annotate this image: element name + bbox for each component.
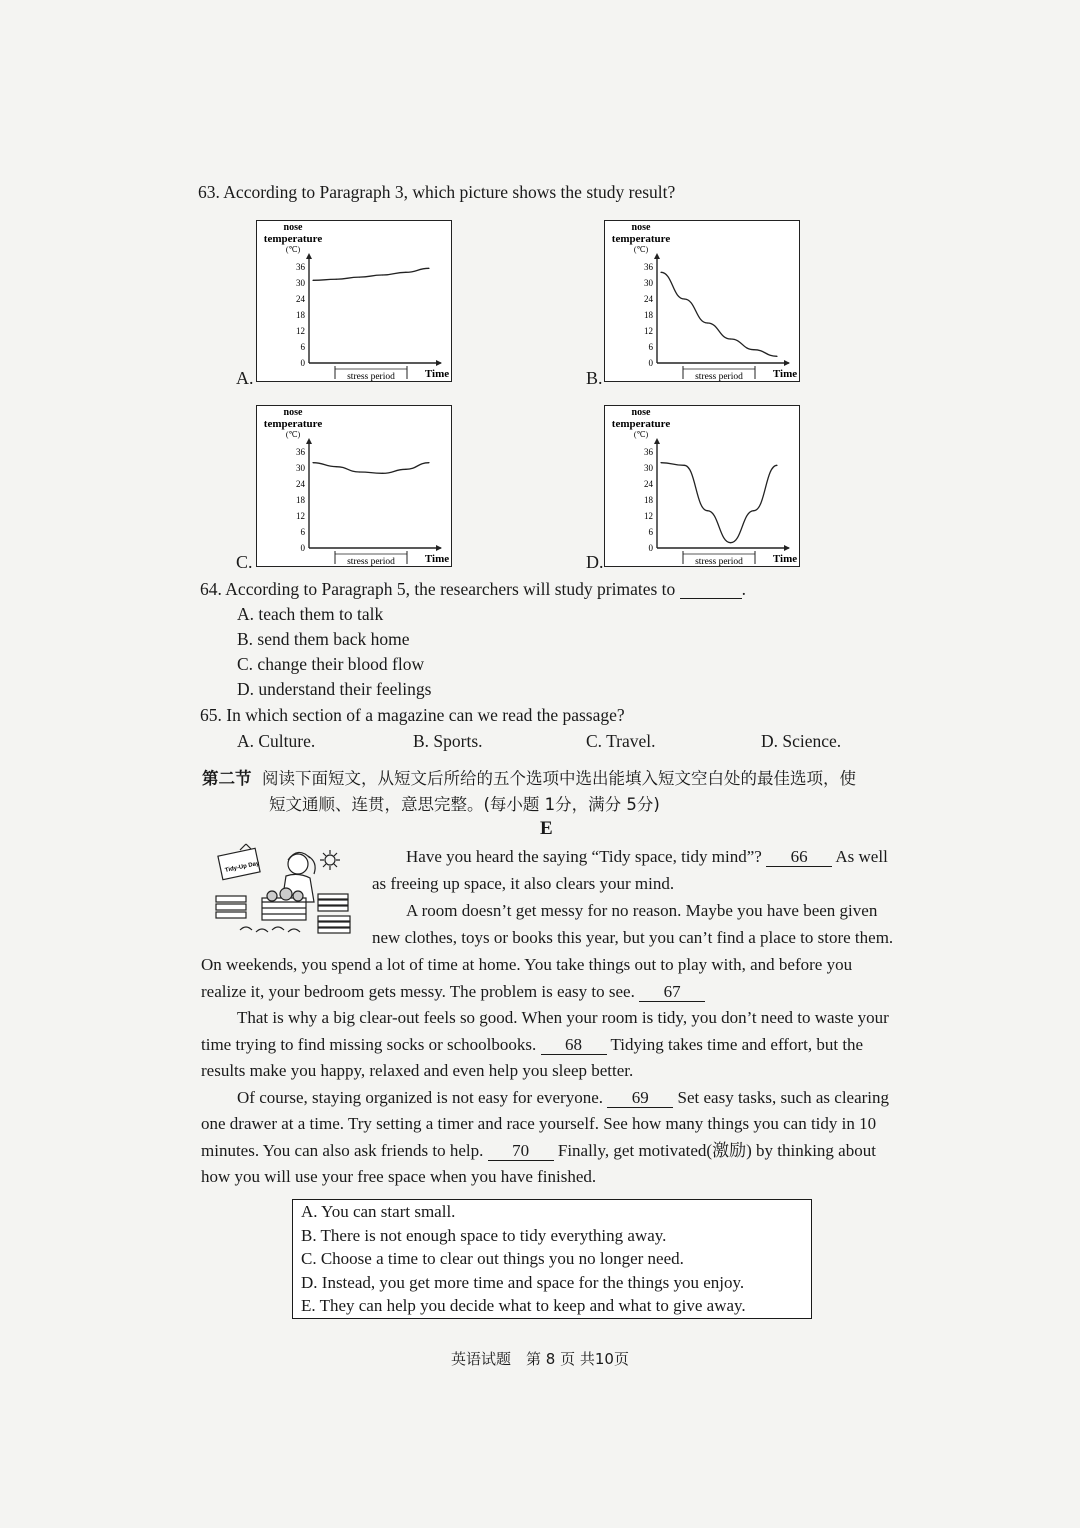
choice-d: D. Instead, you get more time and space for the things you enjoy.	[301, 1272, 745, 1292]
tidy-up-illustration	[210, 842, 360, 942]
question-64-end: .	[741, 579, 747, 599]
instruction-line-1: 阅读下面短文，从短文后所给的五个选项中选出能填入短文空白处的最佳选项，使	[262, 769, 856, 788]
blank-70[interactable]: 70	[488, 1142, 554, 1161]
y-tick-label: 12	[296, 511, 305, 521]
x-axis-arrow	[784, 360, 790, 366]
data-point	[428, 268, 429, 269]
para-3-line-2	[201, 1032, 863, 1059]
chart-b	[604, 220, 800, 382]
para-1-line-1	[406, 844, 902, 871]
stress-period-label: stress period	[695, 557, 743, 566]
series-line	[661, 272, 777, 356]
para-1-line-2: as freeing up space, it also clears your mind.	[372, 874, 675, 893]
data-point	[382, 274, 383, 275]
q64-option-d: D. understand their feelings	[237, 679, 432, 699]
data-point	[382, 473, 383, 474]
x-axis-arrow	[436, 545, 442, 551]
question-63: 63. According to Paragraph 3, which picture shows the study result?	[198, 182, 676, 202]
data-point	[660, 272, 661, 273]
chart-c-letter: C.	[236, 552, 253, 572]
y-axis-label-line1: nose	[631, 407, 651, 418]
y-tick-label: 36	[644, 262, 653, 272]
y-tick-label: 6	[648, 527, 653, 537]
q64-option-a: A. teach them to talk	[237, 604, 384, 624]
y-axis-arrow	[654, 253, 660, 259]
section-2-label: 第二节	[202, 769, 252, 788]
para-4-line-3	[201, 1138, 876, 1165]
data-point	[660, 462, 661, 463]
y-axis-arrow	[306, 438, 312, 444]
chart-a-letter: A.	[236, 368, 254, 388]
y-tick-label: 0	[648, 543, 653, 553]
y-tick-label: 18	[296, 310, 305, 320]
para-3-line-1: That is why a big clear-out feels so good. When your room is tidy, you don’t need to waste your	[237, 1008, 889, 1027]
para-2-line-2: new clothes, toys or books this year, but you can’t find a place to store them.	[372, 928, 894, 947]
data-point	[312, 462, 313, 463]
series-line	[313, 463, 429, 474]
y-axis-label-line1: nose	[283, 222, 303, 233]
data-point	[776, 356, 777, 357]
data-point	[359, 277, 360, 278]
data-point	[753, 349, 754, 350]
stress-period-label: stress period	[695, 372, 743, 381]
instruction-line-2: 短文通顺、连贯，意思完整。(每小题 1分，满分 5分)	[269, 795, 660, 814]
y-tick-label: 12	[296, 326, 305, 336]
para-2-text-d: realize it, your bedroom gets messy. The problem is easy to see.	[201, 982, 635, 1001]
para-4-text-e: Finally, get motivated(激励) by thinking about	[557, 1141, 876, 1160]
y-tick-label: 30	[644, 278, 653, 288]
y-axis-unit: (℃)	[285, 245, 301, 254]
para-4-line-4: how you will use your free space when you have finished.	[201, 1167, 597, 1186]
y-tick-label: 18	[296, 495, 305, 505]
y-tick-label: 30	[296, 463, 305, 473]
y-tick-label: 12	[644, 511, 653, 521]
y-tick-label: 18	[644, 310, 653, 320]
data-point	[312, 280, 313, 281]
y-tick-label: 0	[300, 543, 305, 553]
data-point	[405, 469, 406, 470]
q65-option-b: B. Sports.	[413, 731, 483, 751]
question-65: 65. In which section of a magazine can we read the passage?	[200, 705, 625, 725]
q64-option-b: B. send them back home	[237, 629, 410, 649]
x-axis-label: Time	[424, 368, 450, 380]
chart-b-letter: B.	[586, 368, 603, 388]
para-1-text-a: Have you heard the saying “Tidy space, tidy mind”?	[406, 847, 762, 866]
para-4-text-a: Of course, staying organized is not easy for everyone.	[237, 1088, 604, 1107]
x-axis-label: Time	[772, 368, 798, 380]
data-point	[707, 510, 708, 511]
sign-text: Tidy-Up Day	[224, 860, 260, 874]
answer-blank[interactable]	[680, 580, 742, 599]
passage-letter: E	[540, 818, 553, 839]
para-2-line-1: A room doesn’t get messy for no reason. Maybe you have been given	[406, 901, 878, 920]
para-3-line-3: results make you happy, relaxed and even help you sleep better.	[201, 1061, 634, 1080]
y-tick-label: 24	[644, 479, 653, 489]
data-point	[428, 462, 429, 463]
y-tick-label: 0	[648, 358, 653, 368]
y-axis-unit: (℃)	[633, 430, 649, 439]
y-tick-label: 24	[296, 479, 305, 489]
choice-b: B. There is not enough space to tidy everything away.	[301, 1225, 667, 1245]
section-2-instructions	[202, 766, 914, 818]
stress-period-label: stress period	[347, 557, 395, 566]
y-axis-unit: (℃)	[633, 245, 649, 254]
para-2-line-3: On weekends, you spend a lot of time at home. You take things out to play with, and before you	[201, 955, 853, 974]
y-tick-label: 24	[296, 294, 305, 304]
chart-d-letter: D.	[586, 552, 604, 572]
para-4-text-d: minutes. You can also ask friends to help.	[201, 1141, 484, 1160]
y-axis-unit: (℃)	[285, 430, 301, 439]
y-axis-label-line2: temperature	[611, 418, 671, 430]
x-axis-arrow	[436, 360, 442, 366]
y-axis-arrow	[306, 253, 312, 259]
stress-period-label: stress period	[347, 372, 395, 381]
y-tick-label: 0	[300, 358, 305, 368]
y-axis-label-line2: temperature	[611, 233, 671, 245]
y-tick-label: 12	[644, 326, 653, 336]
series-line	[661, 463, 777, 543]
para-2-line-4	[201, 979, 705, 1006]
data-point	[336, 279, 337, 280]
data-point	[753, 510, 754, 511]
y-axis-label-line2: temperature	[263, 233, 323, 245]
choice-c: C. Choose a time to clear out things you no longer need.	[301, 1249, 684, 1268]
y-tick-label: 30	[296, 278, 305, 288]
data-point	[359, 471, 360, 472]
data-point	[405, 272, 406, 273]
y-axis-label-line1: nose	[631, 222, 651, 233]
data-point	[336, 466, 337, 467]
page-footer: 英语试题 第 8 页 共10页	[451, 1350, 629, 1368]
x-axis-arrow	[784, 545, 790, 551]
y-tick-label: 30	[644, 463, 653, 473]
q65-option-a: A. Culture.	[237, 731, 316, 751]
para-3-text-c: Tidying takes time and effort, but the	[610, 1035, 864, 1054]
y-tick-label: 36	[644, 447, 653, 457]
y-tick-label: 6	[300, 342, 305, 352]
question-64	[200, 577, 746, 602]
y-axis-label-line1: nose	[283, 407, 303, 418]
para-3-text-b: time trying to find missing socks or schoolbooks.	[201, 1035, 537, 1054]
para-4-line-1	[237, 1085, 889, 1112]
y-tick-label: 6	[300, 527, 305, 537]
blank-69[interactable]: 69	[607, 1089, 673, 1108]
para-4-line-2: one drawer at a time. Try setting a timer and race yourself. See how many things you can tidy in 10	[201, 1114, 877, 1133]
chart-a	[256, 220, 452, 382]
para-1-text-b: As well	[835, 847, 888, 866]
q65-option-c: C. Travel.	[586, 731, 656, 751]
data-point	[684, 298, 685, 299]
q65-option-d: D. Science.	[761, 731, 842, 751]
blank-68[interactable]: 68	[541, 1036, 607, 1055]
x-axis-label: Time	[772, 553, 798, 565]
chart-c	[256, 405, 452, 567]
choices-box	[292, 1199, 812, 1319]
y-tick-label: 36	[296, 262, 305, 272]
y-tick-label: 24	[644, 294, 653, 304]
choice-e: E. They can help you decide what to keep and what to give away.	[301, 1296, 746, 1315]
y-axis-label-line2: temperature	[263, 418, 323, 430]
choice-a: A. You can start small.	[301, 1202, 456, 1221]
y-tick-label: 6	[648, 342, 653, 352]
para-4-text-b: Set easy tasks, such as clearing	[677, 1088, 890, 1107]
x-axis-label: Time	[424, 553, 450, 565]
q64-option-c: C. change their blood flow	[237, 654, 425, 674]
blank-67[interactable]: 67	[639, 983, 705, 1002]
data-point	[730, 338, 731, 339]
data-point	[730, 542, 731, 543]
blank-66[interactable]: 66	[766, 848, 832, 867]
chart-d	[604, 405, 800, 567]
question-64-text: 64. According to Paragraph 5, the researchers will study primates to	[200, 579, 676, 599]
y-axis-arrow	[654, 438, 660, 444]
y-tick-label: 36	[296, 447, 305, 457]
data-point	[707, 322, 708, 323]
data-point	[684, 465, 685, 466]
series-line	[313, 268, 429, 280]
y-tick-label: 18	[644, 495, 653, 505]
data-point	[776, 465, 777, 466]
